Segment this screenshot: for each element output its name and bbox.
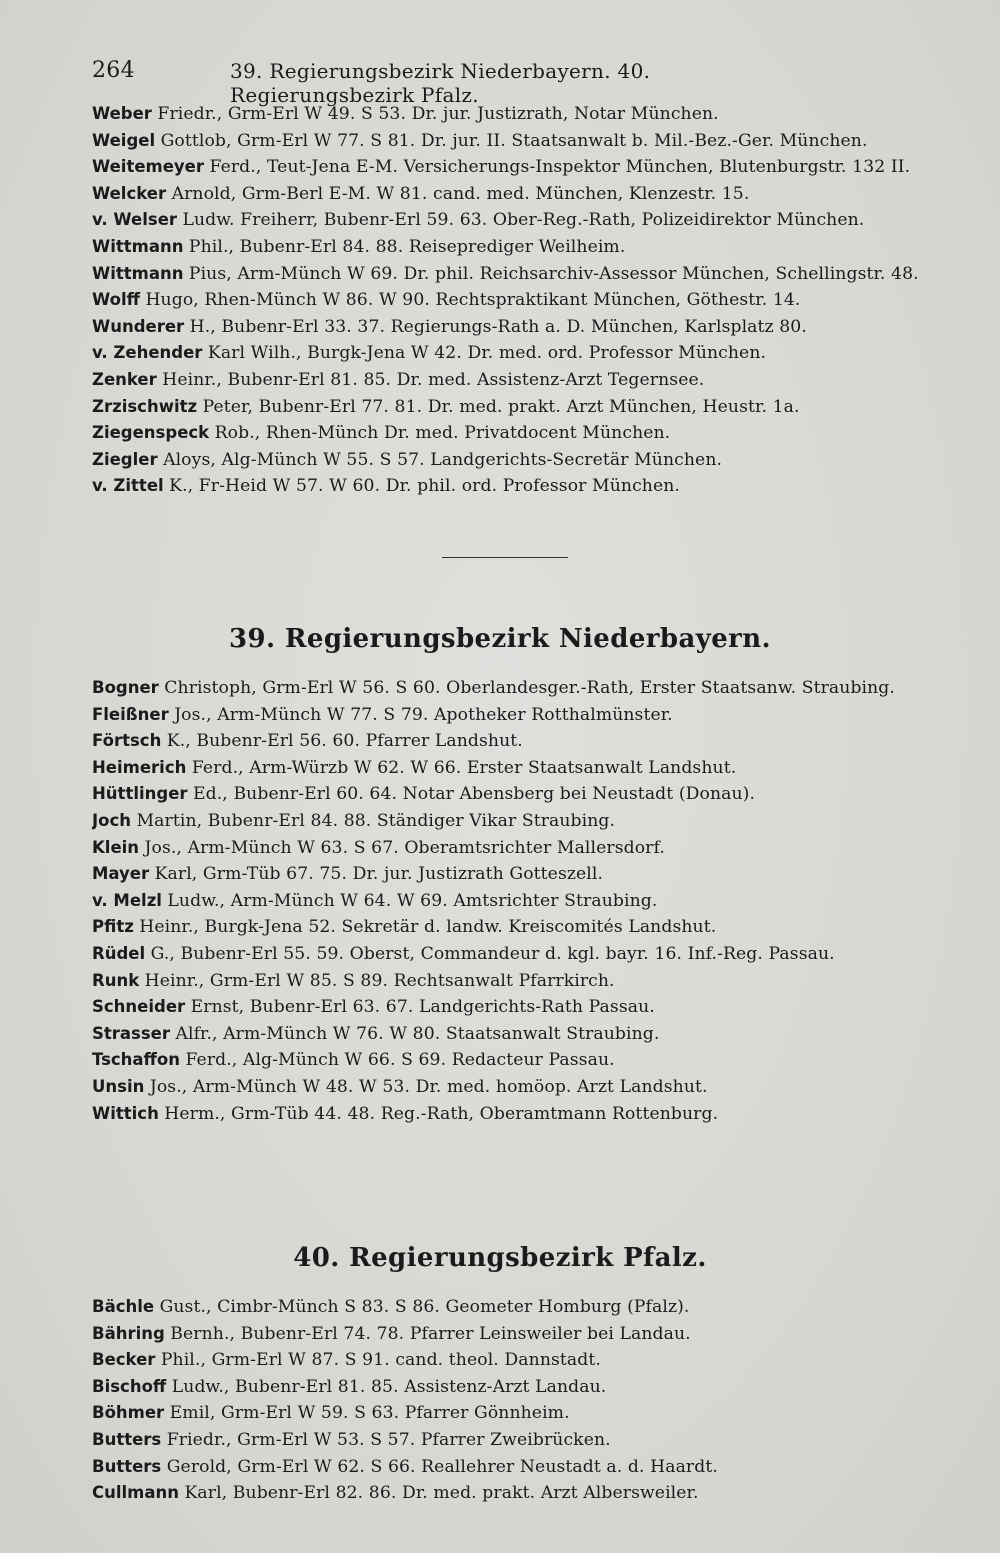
member-details: Karl, Grm-Tüb 67. 75. Dr. jur. Justizrath Gotteszell. xyxy=(154,864,604,885)
member-name: Bischoff xyxy=(92,1376,167,1396)
member-name: Weigel xyxy=(92,130,156,150)
member-name: Bogner xyxy=(92,678,159,697)
member-name: Förtsch xyxy=(92,731,162,751)
member-details: Ludw., Bubenr-Erl 81. 85. Assistenz-Arzt Landau. xyxy=(171,1376,607,1397)
entry-row xyxy=(92,1074,962,1101)
member-details: Phil., Grm-Erl W 87. S 91. cand. theol. Dannstadt. xyxy=(160,1350,601,1371)
entry-row xyxy=(92,728,962,755)
member-details: Rob., Rhen-Münch Dr. med. Privatdocent München. xyxy=(214,423,671,444)
member-name: Wittmann xyxy=(92,236,184,256)
entry-row xyxy=(92,808,962,835)
entry-row xyxy=(92,675,962,702)
member-details: K., Fr-Heid W 57. W 60. Dr. phil. ord. Professor München. xyxy=(169,476,680,497)
member-details: Friedr., Grm-Erl W 53. S 57. Pfarrer Zweibrücken. xyxy=(166,1429,611,1450)
member-name: v. Melzl xyxy=(92,890,162,910)
section-title-pfalz: 40. Regierungsbezirk Pfalz. xyxy=(293,1243,707,1273)
entry-row xyxy=(92,314,962,341)
member-name: v. Zehender xyxy=(92,343,203,363)
member-name: Weber xyxy=(92,104,152,123)
member-details: Jos., Arm-Münch W 48. W 53. Dr. med. homöop. Arzt Landshut. xyxy=(149,1076,708,1097)
member-name: Wunderer xyxy=(92,316,185,336)
entry-row xyxy=(92,340,962,367)
entry-row xyxy=(92,861,962,888)
entry-row xyxy=(92,755,962,782)
entry-row xyxy=(92,1294,962,1321)
entry-row xyxy=(92,394,962,421)
member-name: Strasser xyxy=(92,1023,171,1043)
member-details: Alfr., Arm-Münch W 76. W 80. Staatsanwalt Straubing. xyxy=(175,1023,660,1044)
member-details: Jos., Arm-Münch W 77. S 79. Apotheker Rotthalmünster. xyxy=(174,704,673,725)
member-details: Ferd., Alg-Münch W 66. S 69. Redacteur Passau. xyxy=(185,1050,615,1071)
member-name: Hüttlinger xyxy=(92,784,188,804)
member-name: Ziegenspeck xyxy=(92,423,210,443)
member-details: Ludw., Arm-Münch W 64. W 69. Amtsrichter Straubing. xyxy=(167,890,658,911)
member-details: Bernh., Bubenr-Erl 74. 78. Pfarrer Leinsweiler bei Landau. xyxy=(170,1323,691,1344)
member-details: Gerold, Grm-Erl W 62. S 66. Reallehrer Neustadt a. d. Haardt. xyxy=(166,1456,718,1477)
entry-row xyxy=(92,473,962,500)
entry-row xyxy=(92,1101,962,1128)
entry-row xyxy=(92,207,962,234)
member-details: Jos., Arm-Münch W 63. S 67. Oberamtsrichter Mallersdorf. xyxy=(144,837,665,858)
member-name: Butters xyxy=(92,1429,162,1449)
member-name: Schneider xyxy=(92,997,186,1017)
member-details: Ed., Bubenr-Erl 60. 64. Notar Abensberg bei Neustadt (Donau). xyxy=(193,784,756,805)
section-divider xyxy=(442,557,568,558)
member-details: Herm., Grm-Tüb 44. 48. Reg.-Rath, Oberamtmann Rottenburg. xyxy=(164,1103,719,1124)
entry-row xyxy=(92,835,962,862)
member-details: Heinr., Grm-Erl W 85. S 89. Rechtsanwalt Pfarrkirch. xyxy=(144,970,615,991)
entry-row xyxy=(92,154,962,181)
member-name: v. Welser xyxy=(92,210,178,230)
member-name: Zenker xyxy=(92,369,157,389)
entry-row xyxy=(92,447,962,474)
member-details: Aloys, Alg-Münch W 55. S 57. Landgerichts-Secretär München. xyxy=(163,449,723,470)
member-details: K., Bubenr-Erl 56. 60. Pfarrer Landshut. xyxy=(166,731,523,752)
member-details: Gottlob, Grm-Erl W 77. S 81. Dr. jur. II. Staatsanwalt b. Mil.-Bez.-Ger. München. xyxy=(160,130,868,151)
member-name: Zrzischwitz xyxy=(92,396,198,416)
page-number: 264 xyxy=(92,58,135,83)
member-details: Hugo, Rhen-Münch W 86. W 90. Rechtspraktikant München, Göthestr. 14. xyxy=(145,290,801,311)
entry-row xyxy=(92,1321,962,1348)
member-name: Bähring xyxy=(92,1323,165,1343)
member-name: Runk xyxy=(92,970,140,990)
member-name: Ziegler xyxy=(92,449,158,469)
member-name: Becker xyxy=(92,1350,156,1370)
member-details: G., Bubenr-Erl 55. 59. Oberst, Commandeur d. kgl. bayr. 16. Inf.-Reg. Passau. xyxy=(150,943,835,964)
entry-row xyxy=(92,234,962,261)
entry-row xyxy=(92,1021,962,1048)
entry-list-niederbayern xyxy=(92,675,962,1127)
entry-row xyxy=(92,888,962,915)
member-details: Peter, Bubenr-Erl 77. 81. Dr. med. prakt. Arzt München, Heustr. 1a. xyxy=(202,396,800,417)
member-details: Ferd., Arm-Würzb W 62. W 66. Erster Staatsanwalt Landshut. xyxy=(191,757,737,778)
member-details: Ferd., Teut-Jena E-M. Versicherungs-Inspektor München, Blutenburgstr. 132 II. xyxy=(209,157,911,178)
member-name: Wittmann xyxy=(92,263,184,283)
member-name: Weitemeyer xyxy=(92,157,205,177)
member-details: Ernst, Bubenr-Erl 63. 67. Landgerichts-Rath Passau. xyxy=(190,997,655,1018)
entry-list-pfalz xyxy=(92,1294,962,1507)
entry-row xyxy=(92,367,962,394)
entry-row xyxy=(92,1480,962,1507)
member-details: Karl, Bubenr-Erl 82. 86. Dr. med. prakt. Arzt Albersweiler. xyxy=(184,1483,699,1504)
member-name: Welcker xyxy=(92,183,167,203)
member-details: Friedr., Grm-Erl W 49. S 53. Dr. jur. Justizrath, Notar München. xyxy=(157,104,719,124)
member-details: Emil, Grm-Erl W 59. S 63. Pfarrer Gönnheim. xyxy=(169,1403,570,1424)
member-details: Phil., Bubenr-Erl 84. 88. Reiseprediger Weilheim. xyxy=(188,236,626,257)
member-name: Rüdel xyxy=(92,943,146,963)
member-name: Pfitz xyxy=(92,917,134,937)
entry-row xyxy=(92,261,962,288)
member-details: Christoph, Grm-Erl W 56. S 60. Oberlandesger.-Rath, Erster Staatsanw. Straubing. xyxy=(164,678,895,698)
entry-row xyxy=(92,181,962,208)
entry-row xyxy=(92,702,962,729)
member-name: Joch xyxy=(92,810,132,830)
entry-row xyxy=(92,914,962,941)
running-header xyxy=(92,58,812,107)
entry-row xyxy=(92,1400,962,1427)
entry-row xyxy=(92,781,962,808)
member-name: Klein xyxy=(92,837,140,857)
member-details: Arnold, Grm-Berl E-M. W 81. cand. med. München, Klenzestr. 15. xyxy=(171,183,750,204)
entry-row xyxy=(92,101,962,128)
entry-row xyxy=(92,941,962,968)
entry-row xyxy=(92,1427,962,1454)
member-name: Butters xyxy=(92,1456,162,1476)
member-details: Heinr., Bubenr-Erl 81. 85. Dr. med. Assistenz-Arzt Tegernsee. xyxy=(162,369,705,390)
member-details: Heinr., Burgk-Jena 52. Sekretär d. landw. Kreiscomités Landshut. xyxy=(139,917,717,938)
entry-row xyxy=(92,1374,962,1401)
member-details: Karl Wilh., Burgk-Jena W 42. Dr. med. ord. Professor München. xyxy=(207,343,767,364)
running-title: 39. Regierungsbezirk Niederbayern. 40. Regierungsbezirk Pfalz. xyxy=(230,59,651,107)
member-name: Cullmann xyxy=(92,1483,179,1503)
entry-row xyxy=(92,968,962,995)
entry-row xyxy=(92,420,962,447)
entry-row xyxy=(92,994,962,1021)
member-name: Mayer xyxy=(92,864,150,884)
entry-list-previous-section xyxy=(92,101,962,500)
member-name: Wittich xyxy=(92,1103,159,1123)
member-name: Böhmer xyxy=(92,1403,165,1423)
member-name: Heimerich xyxy=(92,757,187,777)
member-details: Gust., Cimbr-Münch S 83. S 86. Geometer Homburg (Pfalz). xyxy=(159,1297,690,1317)
member-name: Fleißner xyxy=(92,704,169,724)
entry-row xyxy=(92,1454,962,1481)
member-details: Martin, Bubenr-Erl 84. 88. Ständiger Vikar Straubing. xyxy=(136,810,616,831)
member-name: Wolff xyxy=(92,290,140,310)
member-name: Tschaffon xyxy=(92,1050,180,1070)
section-title-niederbayern: 39. Regierungsbezirk Niederbayern. xyxy=(228,624,772,654)
entry-row xyxy=(92,128,962,155)
member-name: Unsin xyxy=(92,1076,145,1096)
member-name: Bächle xyxy=(92,1297,155,1316)
member-name: v. Zittel xyxy=(92,476,164,496)
member-details: Pius, Arm-Münch W 69. Dr. phil. Reichsarchiv-Assessor München, Schellingstr. 48. xyxy=(188,263,919,284)
entry-row xyxy=(92,1347,962,1374)
member-details: Ludw. Freiherr, Bubenr-Erl 59. 63. Ober-Reg.-Rath, Polizeidirektor München. xyxy=(182,210,865,231)
member-details: H., Bubenr-Erl 33. 37. Regierungs-Rath a. D. München, Karlsplatz 80. xyxy=(189,316,807,337)
entry-row xyxy=(92,1047,962,1074)
entry-row xyxy=(92,287,962,314)
